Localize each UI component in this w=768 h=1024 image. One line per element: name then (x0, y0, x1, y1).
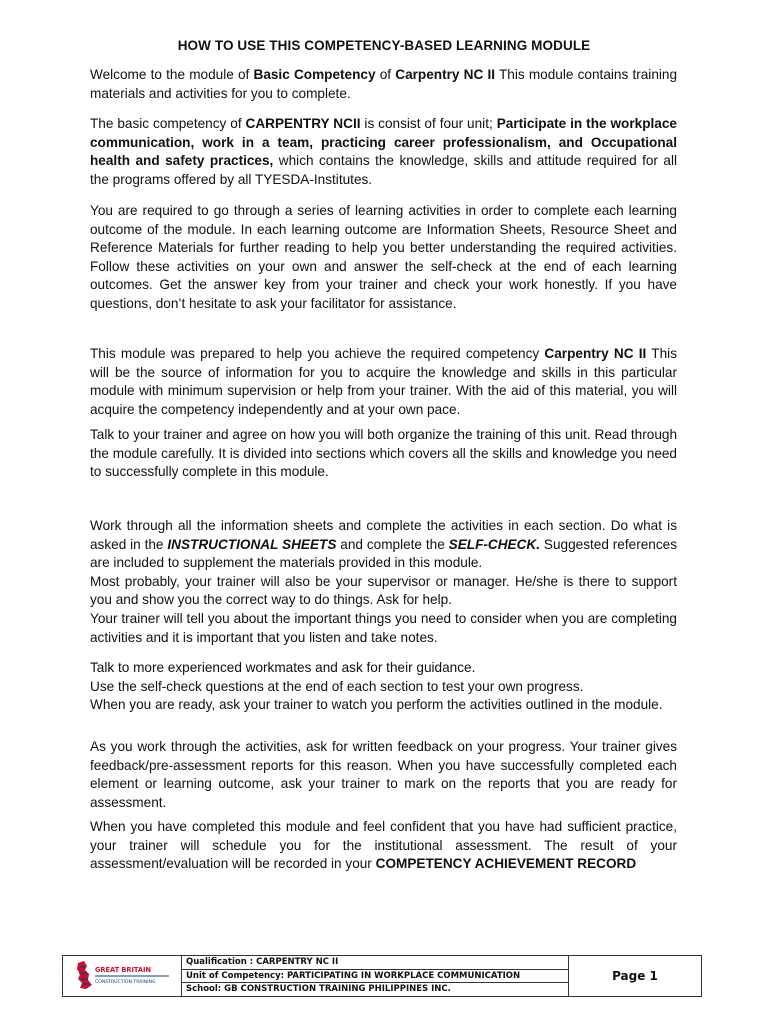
paragraph-basic-competency (90, 115, 677, 189)
paragraph-work-through (90, 517, 677, 647)
bold-italic-text: INSTRUCTIONAL SHEETS (167, 536, 337, 552)
page-title: HOW TO USE THIS COMPETENCY-BASED LEARNING MODULE (177, 38, 591, 53)
text: This module contains training materials and activities for you to complete. (90, 67, 678, 101)
page-footer (62, 955, 702, 997)
text: and complete the (336, 536, 449, 552)
bold-italic-text: SELF-CHECK. (448, 536, 541, 552)
bold-text: CARPENTRY NCII (245, 116, 361, 131)
bold-text: COMPETENCY ACHIEVEMENT RECORD (375, 856, 637, 872)
text: Welcome to the module of (90, 67, 254, 82)
bold-text: Carpentry NC II (544, 346, 647, 361)
paragraph-feedback (90, 738, 677, 812)
text: Work through all the information sheets and complete the activities in each section. Do what is asked in the (90, 518, 677, 552)
paragraph-assessment (90, 818, 677, 874)
text: When you are ready, ask your trainer to watch you perform the activities outlined in the module. (90, 697, 663, 713)
paragraph-talk-to-trainer (90, 426, 677, 482)
text: This will be the source of information for you to acquire the knowledge and skills in this particular module with minimum supervision or help from your trainer. With the aid of this material, you will acquire the competency independently and at your own pace. (90, 346, 677, 417)
paragraph-welcome (90, 66, 677, 103)
text: of (375, 67, 396, 82)
text: When you have completed this module and feel confident that you have had sufficient practice, your trainer will schedule you for the institutional assessment. The result of your assessment/evaluation will be recorded in your (90, 819, 677, 872)
logo-text-2: CONSTRUCTION TRAINING (95, 980, 156, 985)
gb-construction-logo-icon (70, 959, 174, 993)
footer-info (182, 956, 569, 996)
text: is consist of four unit; (360, 116, 497, 131)
text: The basic competency of (90, 116, 246, 131)
text: Use the self-check questions at the end of each section to test your own progress. (90, 678, 584, 694)
footer-qualification: Qualification : CARPENTRY NC II (182, 956, 568, 970)
text: Talk to your trainer and agree on how you will both organize the training of this unit. Read through the module carefully. It is divided into sections which covers all the skills and knowledge you need to successfully complete in this module. (90, 427, 677, 480)
logo-text-1: GREAT BRITAIN (95, 966, 151, 974)
footer-school: School: GB CONSTRUCTION TRAINING PHILIPPINES INC. (186, 984, 451, 995)
text: which contains the knowledge, skills and attitude required for all the programs offered by all TYESDA-Institutes. (90, 153, 677, 187)
paragraph-workmates (90, 659, 677, 715)
footer-unit-of-competency: Unit of Competency: PARTICIPATING IN WORKPLACE COMMUNICATION (182, 970, 568, 984)
bold-text: Basic Competency (253, 67, 376, 82)
bold-text: Participate in the workplace communication, work in a team, practicing career professionalism, and Occupational health and safety practices, (90, 116, 677, 169)
text: As you work through the activities, ask for written feedback on your progress. Your trainer gives feedback/pre-assessment reports for this reason. When you have successfully completed each element or learning outcome, ask your trainer to mark on the reports that you are ready for assessment. (90, 739, 677, 810)
text: Your trainer will tell you about the important things you need to consider when you are completing activities and it is important that you listen and take notes. (90, 610, 677, 645)
text: Talk to more experienced workmates and ask for their guidance. (90, 660, 476, 675)
text: Most probably, your trainer will also be your supervisor or manager. He/she is there to support you and show you the correct way to do things. Ask for help. (90, 573, 677, 608)
text: This module was prepared to help you achieve the required competency (90, 346, 545, 361)
text: You are required to go through a series of learning activities in order to complete each learning outcome of the module. In each learning outcome are Information Sheets, Resource Sheet and Reference Materials for further reading to help you better understanding the required activities. Follow these activities on your own and answer the self-check at the end of each learning outcomes. Get the answer key from your trainer and check your work honestly. If you have questions, don’t hesitate to ask your facilitator for assistance. (90, 203, 677, 311)
bold-text: Carpentry NC II (395, 67, 496, 82)
company-logo (63, 956, 182, 996)
page-number: Page 1 (612, 969, 658, 983)
paragraph-learning-activities (90, 202, 677, 314)
paragraph-module-purpose (90, 345, 677, 419)
text: Suggested references are included to supplement the materials provided in this module. (90, 536, 678, 571)
